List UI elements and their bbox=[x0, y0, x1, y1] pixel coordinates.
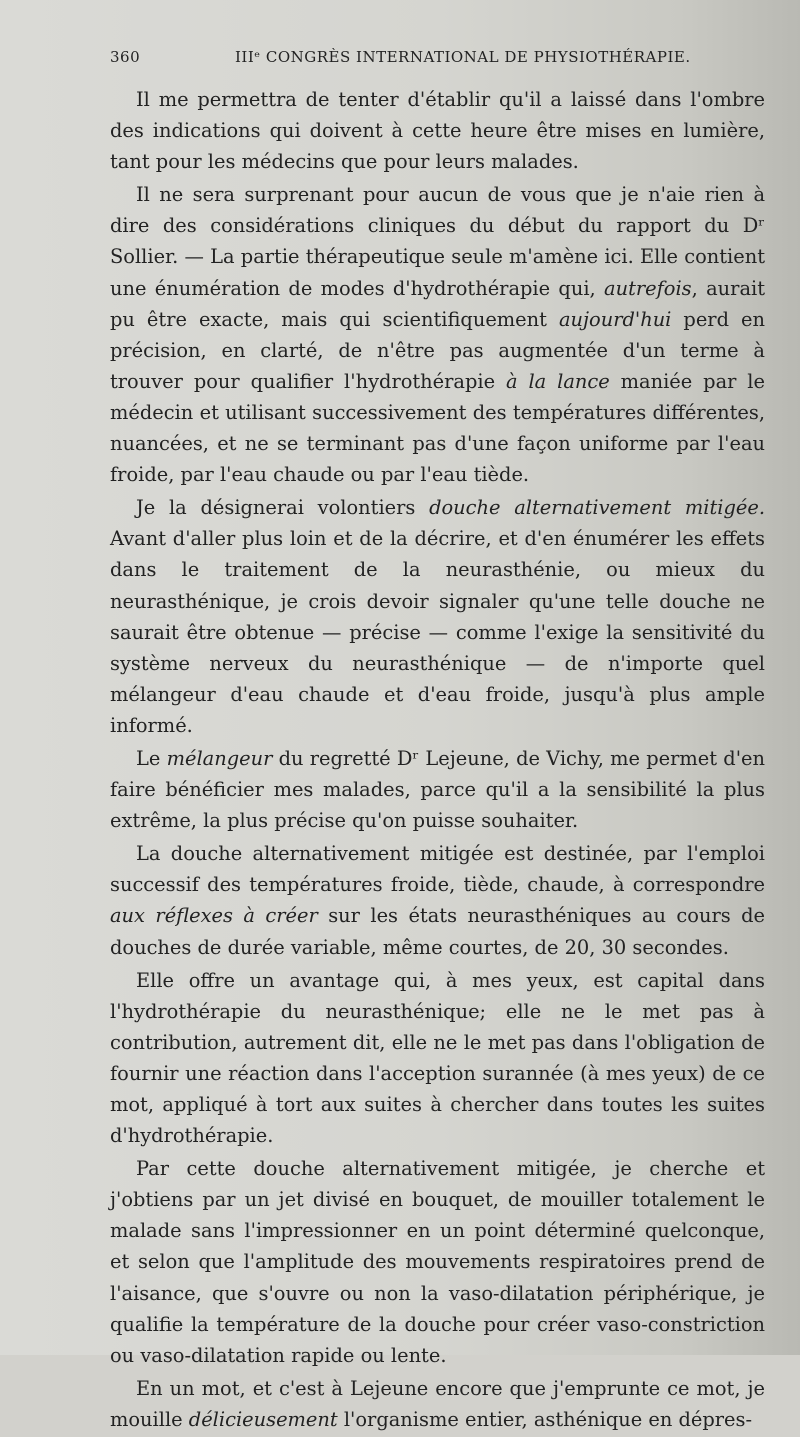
italic-text: aux réflexes à créer bbox=[110, 904, 318, 928]
italic-text: délicieusement bbox=[188, 1407, 338, 1431]
text-run: du regretté Dʳ Lejeune, de Vichy, me permet d'en faire bénéficier mes malades, parce qu'il a la sensibilité la plus extrême, la plus précise qu'on puisse souhaiter. bbox=[110, 746, 765, 833]
text-run: l'organisme entier, asthénique en dépres- bbox=[337, 1407, 753, 1431]
text-run: , aurait pu être exacte, mais qui scientifiquement bbox=[110, 276, 765, 331]
text-run: sur les états neurasthéniques au cours de douches de durée variable, même courtes, de 20, 30 secondes. bbox=[110, 904, 765, 959]
paragraph bbox=[110, 743, 765, 836]
paragraph bbox=[110, 838, 765, 962]
paragraph bbox=[110, 1153, 765, 1371]
paragraph bbox=[110, 1373, 765, 1435]
body-text bbox=[110, 84, 765, 1437]
text-run: En un mot, et c'est à Lejeune encore que j'emprunte ce mot, je mouille bbox=[110, 1376, 765, 1431]
text-run: perd en précision, en clarté, de n'être pas augmentée d'un terme à trouver pour qualifier l'hydrothérapie bbox=[110, 307, 765, 393]
paragraph bbox=[110, 84, 765, 177]
paragraph bbox=[110, 492, 765, 741]
text-run: Le bbox=[136, 746, 167, 770]
text-run: Avant d'aller plus loin et de la décrire, et d'en énumérer les effets dans le traitement de la neurasthénie, ou mieux du neurasthénique, je crois devoir signaler qu'une telle douche ne saurait être obtenue — précise — comme l'exige la sensitivité du système nerveux du neurasthénique — de n'importe quel mélangeur d'eau chaude et d'eau froide, jusqu'à plus ample informé. bbox=[110, 527, 765, 737]
paragraph bbox=[110, 179, 765, 490]
text-run: Par cette douche alternativement mitigée, je cherche et j'obtiens par un jet divisé en bouquet, de mouiller totalement le malade sans l'impressionner en un point déterminé quelconque, et selon que l'amplitude des mouvements respiratoires prend de l'aisance, que s'ouvre ou non la vaso-dilatation périphérique, je qualifie la température de la douche pour créer vaso-constriction ou vaso-dilatation rapide ou lente. bbox=[110, 1157, 765, 1367]
page-number: 360 bbox=[110, 48, 141, 66]
paragraph bbox=[110, 965, 765, 1152]
running-header bbox=[110, 48, 760, 66]
text-run: Elle offre un avantage qui, à mes yeux, est capital dans l'hydrothérapie du neurasthénique; elle ne le met pas à contribution, autrement dit, elle ne le met pas dans l'obligation de fournir une réaction dans l'acception surannée (à mes yeux) de ce mot, appliqué à tort aux suites à chercher dans toutes les suites d'hydrothérapie. bbox=[110, 968, 765, 1148]
text-run: Je la désignerai volontiers bbox=[136, 496, 430, 520]
text-run: Il me permettra de tenter d'établir qu'il a laissé dans l'ombre des indications qui doivent à cette heure être mises en lumière, tant pour les médecins que pour leurs malades. bbox=[110, 88, 765, 174]
italic-text: à la lance bbox=[505, 369, 610, 393]
text-run: maniée par le médecin et utilisant successivement des températures différentes, nuancées, et ne se terminant pas d'une façon uniforme par l'eau froide, par l'eau chaude ou par l'eau tiède. bbox=[110, 369, 765, 487]
running-title: IIIᵉ CONGRÈS INTERNATIONAL DE PHYSIOTHÉRAPIE. bbox=[235, 48, 691, 66]
text-run: La douche alternativement mitigée est destinée, par l'emploi successif des températures froide, tiède, chaude, à correspondre bbox=[110, 842, 765, 897]
italic-text: mélangeur bbox=[166, 746, 273, 770]
italic-text: autrefois bbox=[604, 276, 692, 300]
italic-text: douche alternativement mitigée. bbox=[429, 496, 765, 520]
italic-text: aujourd'hui bbox=[558, 307, 672, 331]
text-run: Il ne sera surprenant pour aucun de vous que je n'aie rien à dire des considérations cliniques du début du rapport du Dʳ Sollier. — La partie thérapeutique seule m'amène ici. Elle contient une énumération de modes d'hydrothérapie qui, bbox=[110, 183, 765, 300]
